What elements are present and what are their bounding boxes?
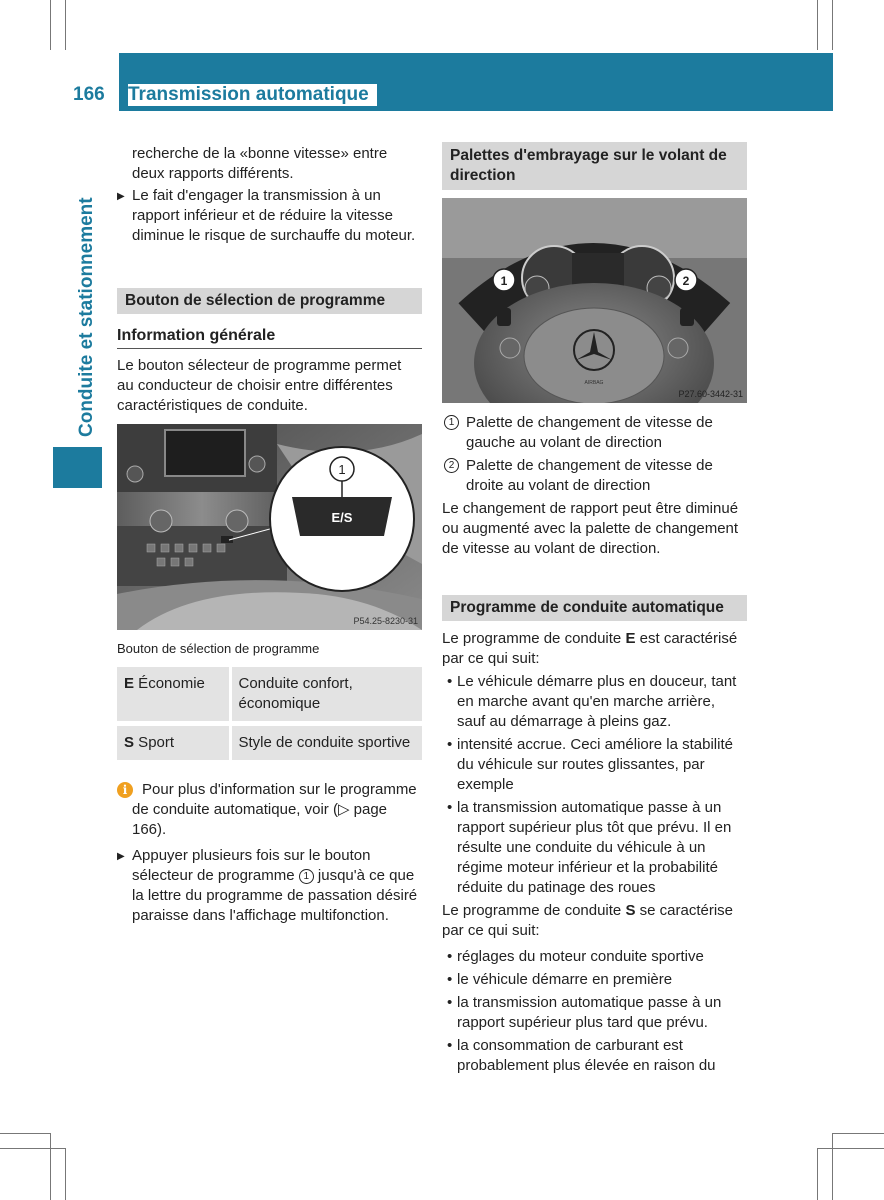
crop-mark [817,0,818,50]
console-figure [117,424,422,630]
s-program-list [442,947,747,1076]
section-title-paddles: Palettes d'embrayage sur le volant de direction [442,142,747,190]
list-item: • le véhicule démarre en première [442,970,747,990]
info-note-text: Pour plus d'information sur le programme de conduite automatique, voir (▷ page 166). [132,781,417,838]
crop-mark [50,1133,51,1200]
crop-mark [65,1148,66,1200]
section-title-auto-program: Programme de conduite automatique [442,595,747,621]
page-title: Transmission automatique [128,84,377,106]
list-item: • intensité accrue. Ceci améliore la stabilité du véhicule sur routes glissantes, par exemple [442,735,747,795]
figure-reference: P54.25-8230-31 [353,616,418,626]
chapter-label: Conduite et stationnement [76,197,97,437]
intro-continuation: recherche de la «bonne vitesse» entre deux rapports différents. [132,145,388,182]
program-step: ▶ Appuyer plusieurs fois sur le bouton sélecteur de programme 1 jusqu'à ce que la lettre du programme de passation désiré paraisse dans l'affichage multifonction. [117,846,422,926]
steering-figure [442,198,747,403]
page-number: 166 [73,84,105,105]
airbag-badge: AIRBAG [584,380,604,386]
figure-caption: Bouton de sélection de programme [117,641,320,656]
callout-number-1: 1 [500,274,508,288]
crop-mark [50,0,51,50]
crop-mark [832,0,833,50]
figure-legend [442,413,747,496]
callout-number-2: 2 [682,274,690,288]
section-title-program-button: Bouton de sélection de programme [117,288,422,314]
left-column [117,144,422,926]
crop-mark [0,1133,50,1134]
list-item: • la transmission automatique passe à un rapport supérieur plus tôt que prévu. Il en résulte une conduite du véhicule à un régime moteur inférieur et la probabilité réduite du patinage des roues [442,798,747,898]
right-column [442,142,747,1079]
table-cell-value: Style de conduite sportive [230,724,422,761]
crop-mark [832,1133,884,1134]
crop-mark [817,1148,818,1200]
info-note [117,780,422,840]
callout-number: 1 [338,462,346,477]
table-row [117,724,422,761]
steering-illustration [442,198,747,403]
figure-reference: P27.60-3442-31 [678,389,743,399]
table-cell-key: E Économie [117,667,230,724]
table-cell-value: Conduite confort, économique [230,667,422,724]
general-info-text: Le bouton sélecteur de programme permet au conducteur de choisir entre différentes caractéristiques de conduite. [117,357,402,414]
list-item: • réglages du moteur conduite sportive [442,947,747,967]
legend-item: 1 Palette de changement de vitesse de gauche au volant de direction [442,413,747,453]
console-illustration [117,424,422,630]
list-item: • Le véhicule démarre plus en douceur, tant en marche avant qu'en marche arrière, sauf au démarrage à pleins gaz. [442,672,747,732]
callout-ref-icon: 1 [444,415,459,430]
program-table [117,667,422,760]
info-icon: i [117,782,133,798]
list-item: • la transmission automatique passe à un rapport supérieur plus tard que prévu. [442,993,747,1033]
crop-mark [65,0,66,50]
table-row [117,667,422,724]
legend-item: 2 Palette de changement de vitesse de droite au volant de direction [442,456,747,496]
e-program-list [442,672,747,898]
subhead-general-info: Information générale [117,327,422,349]
intro-step: ▶ Le fait d'engager la transmission à un rapport inférieur et de réduire la vitesse diminue le risque de surchauffe du moteur. [117,186,422,246]
list-item: • la consommation de carburant est probablement plus élevée en raison du [442,1036,747,1076]
chapter-tab [53,447,102,488]
es-button-label: E/S [331,510,353,525]
e-program-intro: Le programme de conduite E est caractérisé par ce qui suit: [442,630,738,667]
callout-ref-icon: 2 [444,458,459,473]
crop-mark [832,1133,833,1200]
paddle-text: Le changement de rapport peut être diminué ou augmenté avec la palette de changement de vitesse au volant de direction. [442,500,739,557]
table-cell-key: S Sport [117,724,230,761]
crop-mark [0,1148,65,1149]
s-program-intro: Le programme de conduite S se caractérise par ce qui suit: [442,902,734,939]
crop-mark [817,1148,884,1149]
callout-ref-icon: 1 [299,869,314,884]
